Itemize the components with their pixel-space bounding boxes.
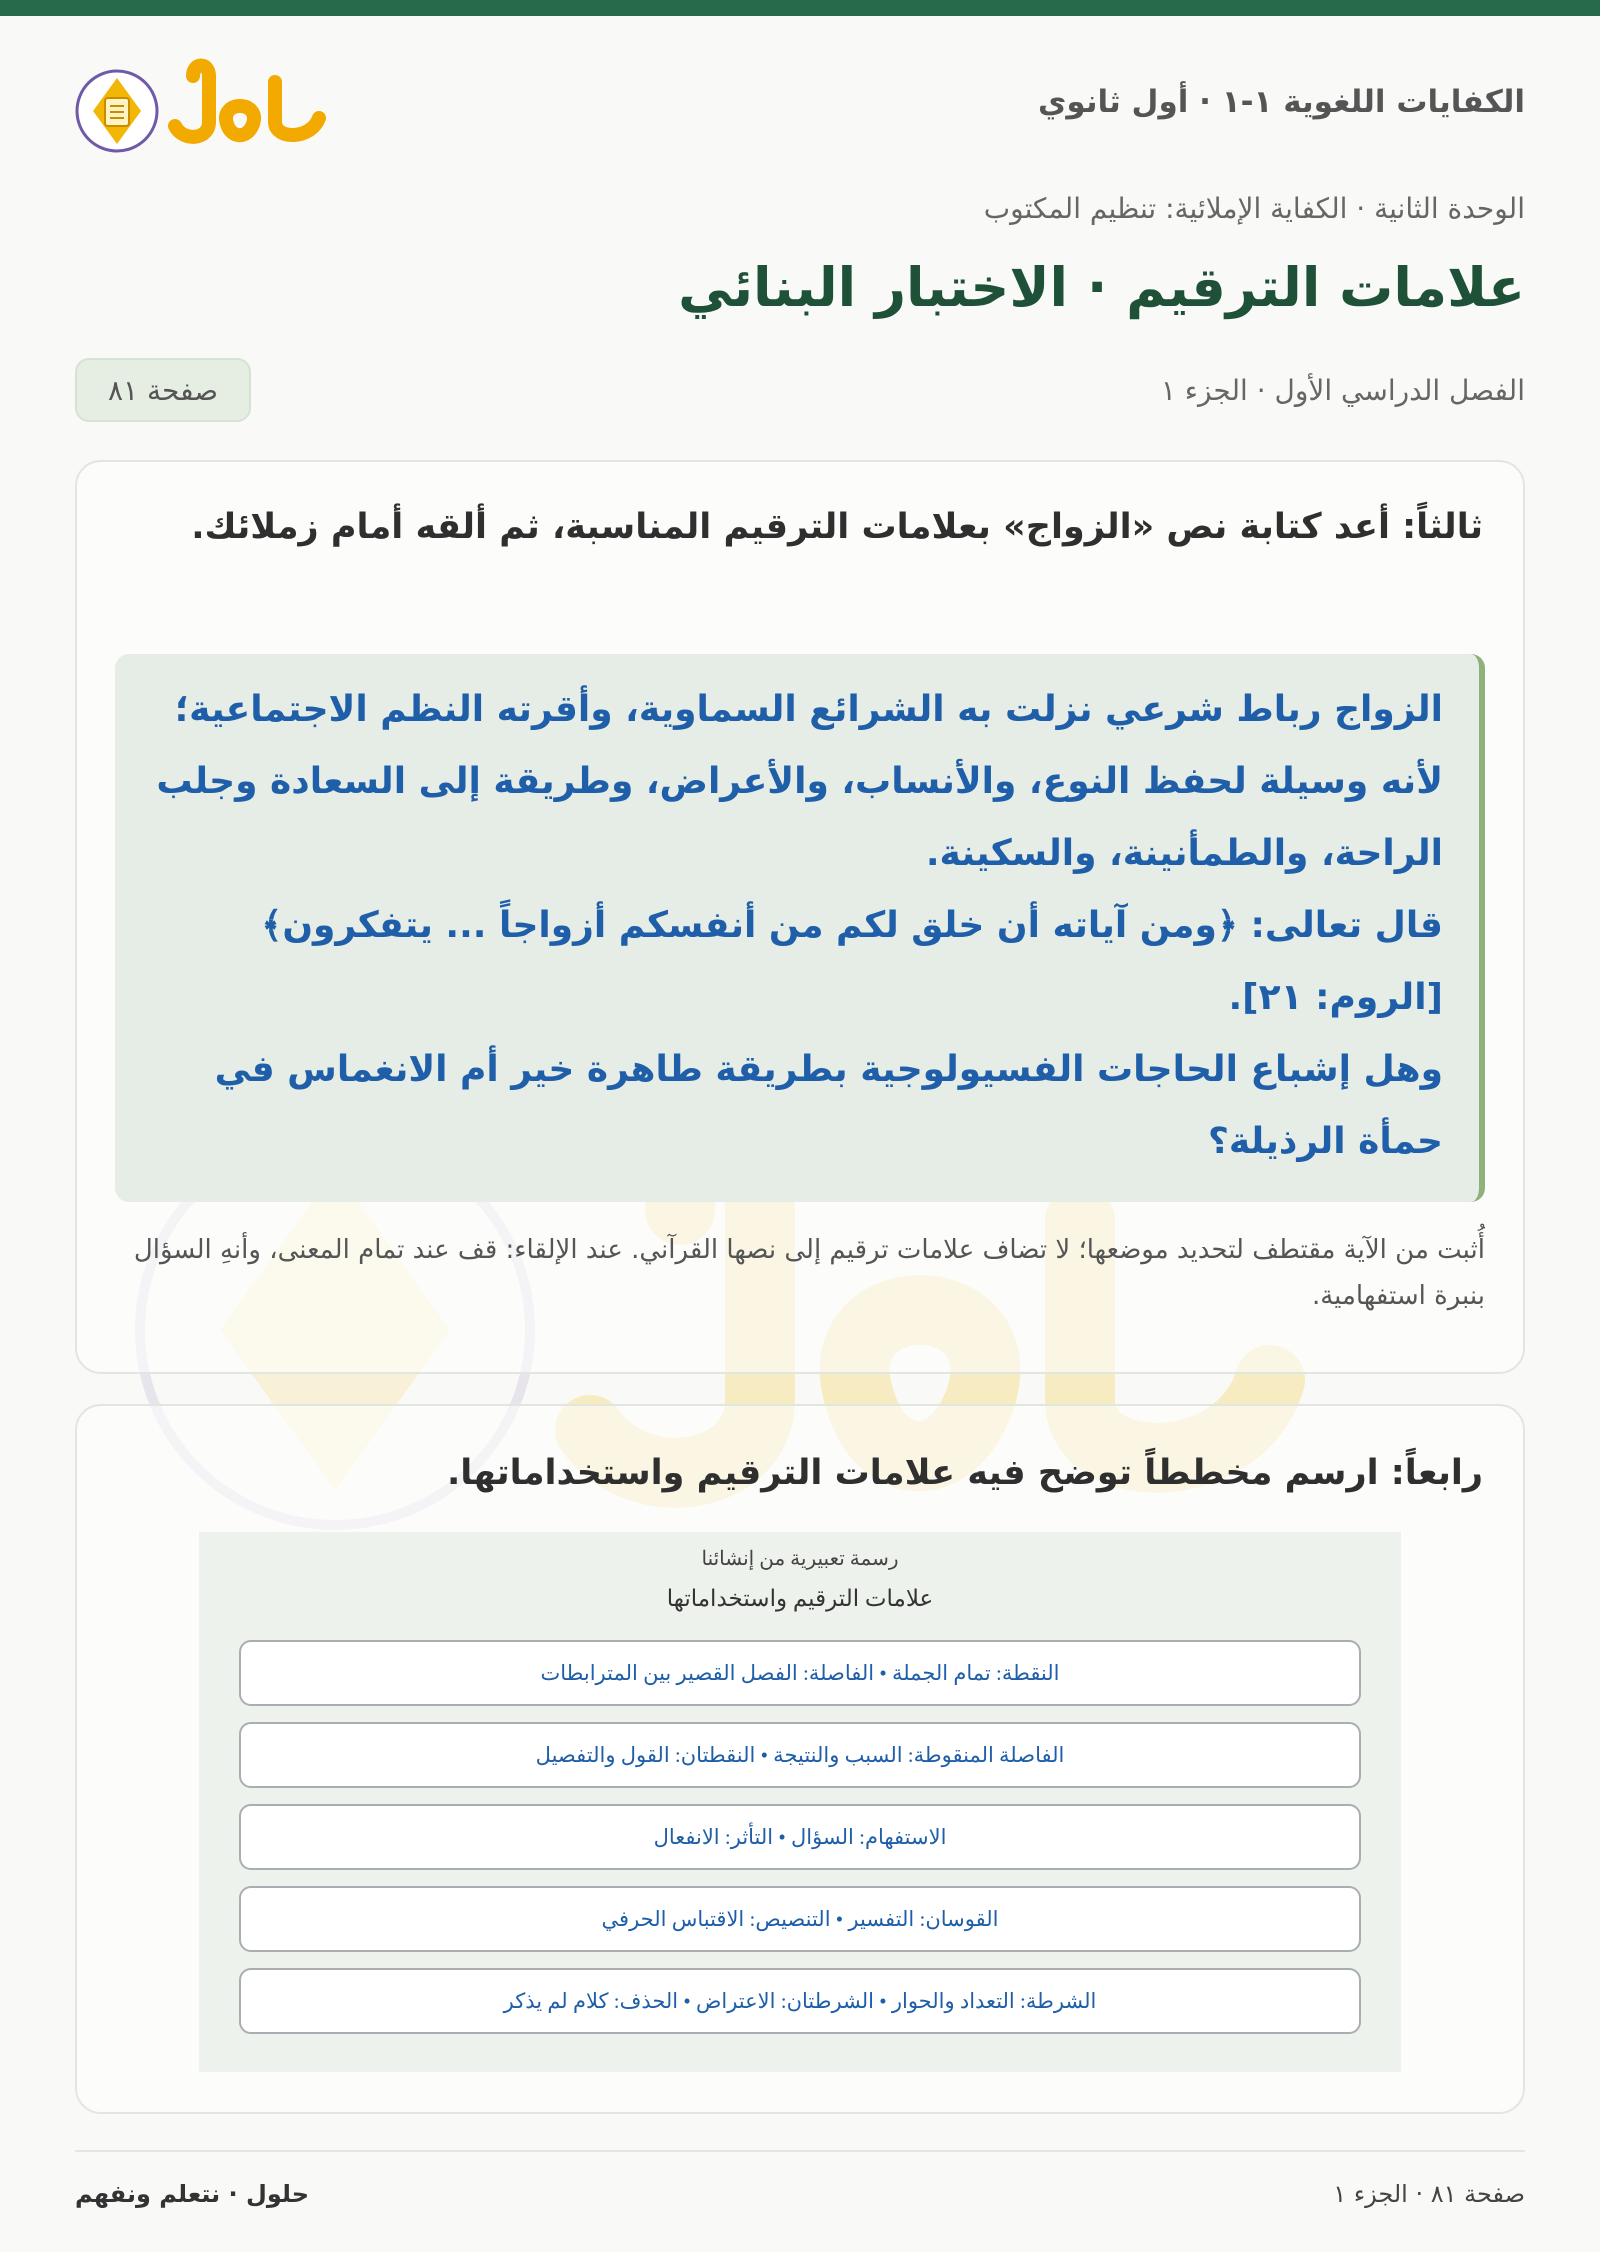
question-3-heading: ثالثاً: أعد كتابة نص «الزواج» بعلامات الترقيم المناسبة، ثم ألقه أمام زملائك.: [191, 507, 1483, 547]
footer-slogan: حلول · نتعلم ونفهم: [75, 2180, 309, 2208]
passage-box: [115, 654, 1485, 1202]
breadcrumb: الوحدة الثانية · الكفاية الإملائية: تنظيم المكتوب: [983, 192, 1525, 225]
page-header: [75, 56, 1525, 156]
passage-paragraph: الزواج رباط شرعي نزلت به الشرائع السماوية، وأقرته النظم الاجتماعية؛ لأنه وسيلة لحفظ النوع، والأنساب، والأعراض، وطريقة إلى السعادة وجلب الراحة، والطمأنينة، والسكينة.: [156, 689, 1443, 874]
passage-question: وهل إشباع الحاجات الفسيولوجية بطريقة طاهرة خير أم الانغماس في حمأة الرذيلة؟: [214, 1049, 1443, 1162]
diagram-title: علامات الترقيم واستخداماتها: [666, 1586, 934, 1611]
punctuation-diagram: [199, 1532, 1401, 2072]
question-4-heading: رابعاً: ارسم مخططاً توضح فيه علامات الترقيم واستخداماتها.: [447, 1453, 1483, 1493]
diagram-item: النقطة: تمام الجملة • الفاصلة: الفصل القصير بين المترابطات: [239, 1640, 1361, 1706]
question-3-card: [75, 460, 1525, 1374]
book-title: الكفايات اللغوية ١-١ · أول ثانوي: [1038, 84, 1525, 120]
diagram-item: الاستفهام: السؤال • التأثر: الانفعال: [239, 1804, 1361, 1870]
page-title: علامات الترقيم · الاختبار البنائي: [678, 256, 1525, 319]
page-number-badge: صفحة ٨١: [75, 358, 251, 422]
term-info: الفصل الدراسي الأول · الجزء ١: [1160, 374, 1525, 407]
footer-page-info: صفحة ٨١ · الجزء ١: [1333, 2180, 1525, 2208]
answer-note: أُثبت من الآية مقتطف لتحديد موضعها؛ لا تضاف علامات ترقيم إلى نصها القرآني. عند الإلقاء: قف عند تمام المعنى، وأنهِ السؤال بنبرة استفهامية.: [133, 1235, 1485, 1311]
hulul-logo: [75, 56, 335, 156]
diagram-caption: رسمة تعبيرية من إنشائنا: [701, 1548, 899, 1570]
diagram-item: القوسان: التفسير • التنصيص: الاقتباس الحرفي: [239, 1886, 1361, 1952]
question-4-card: [75, 1404, 1525, 2114]
footer-divider: [75, 2150, 1525, 2152]
diagram-item: الفاصلة المنقوطة: السبب والنتيجة • النقطتان: القول والتفصيل: [239, 1722, 1361, 1788]
top-accent-bar: [0, 0, 1600, 16]
diagram-item: الشرطة: التعداد والحوار • الشرطتان: الاعتراض • الحذف: كلام لم يذكر: [239, 1968, 1361, 2034]
passage-quran-verse: قال تعالى: ﴿ومن آياته أن خلق لكم من أنفسكم أزواجاً ... يتفكرون﴾ [الروم: ٢١].: [261, 905, 1443, 1018]
